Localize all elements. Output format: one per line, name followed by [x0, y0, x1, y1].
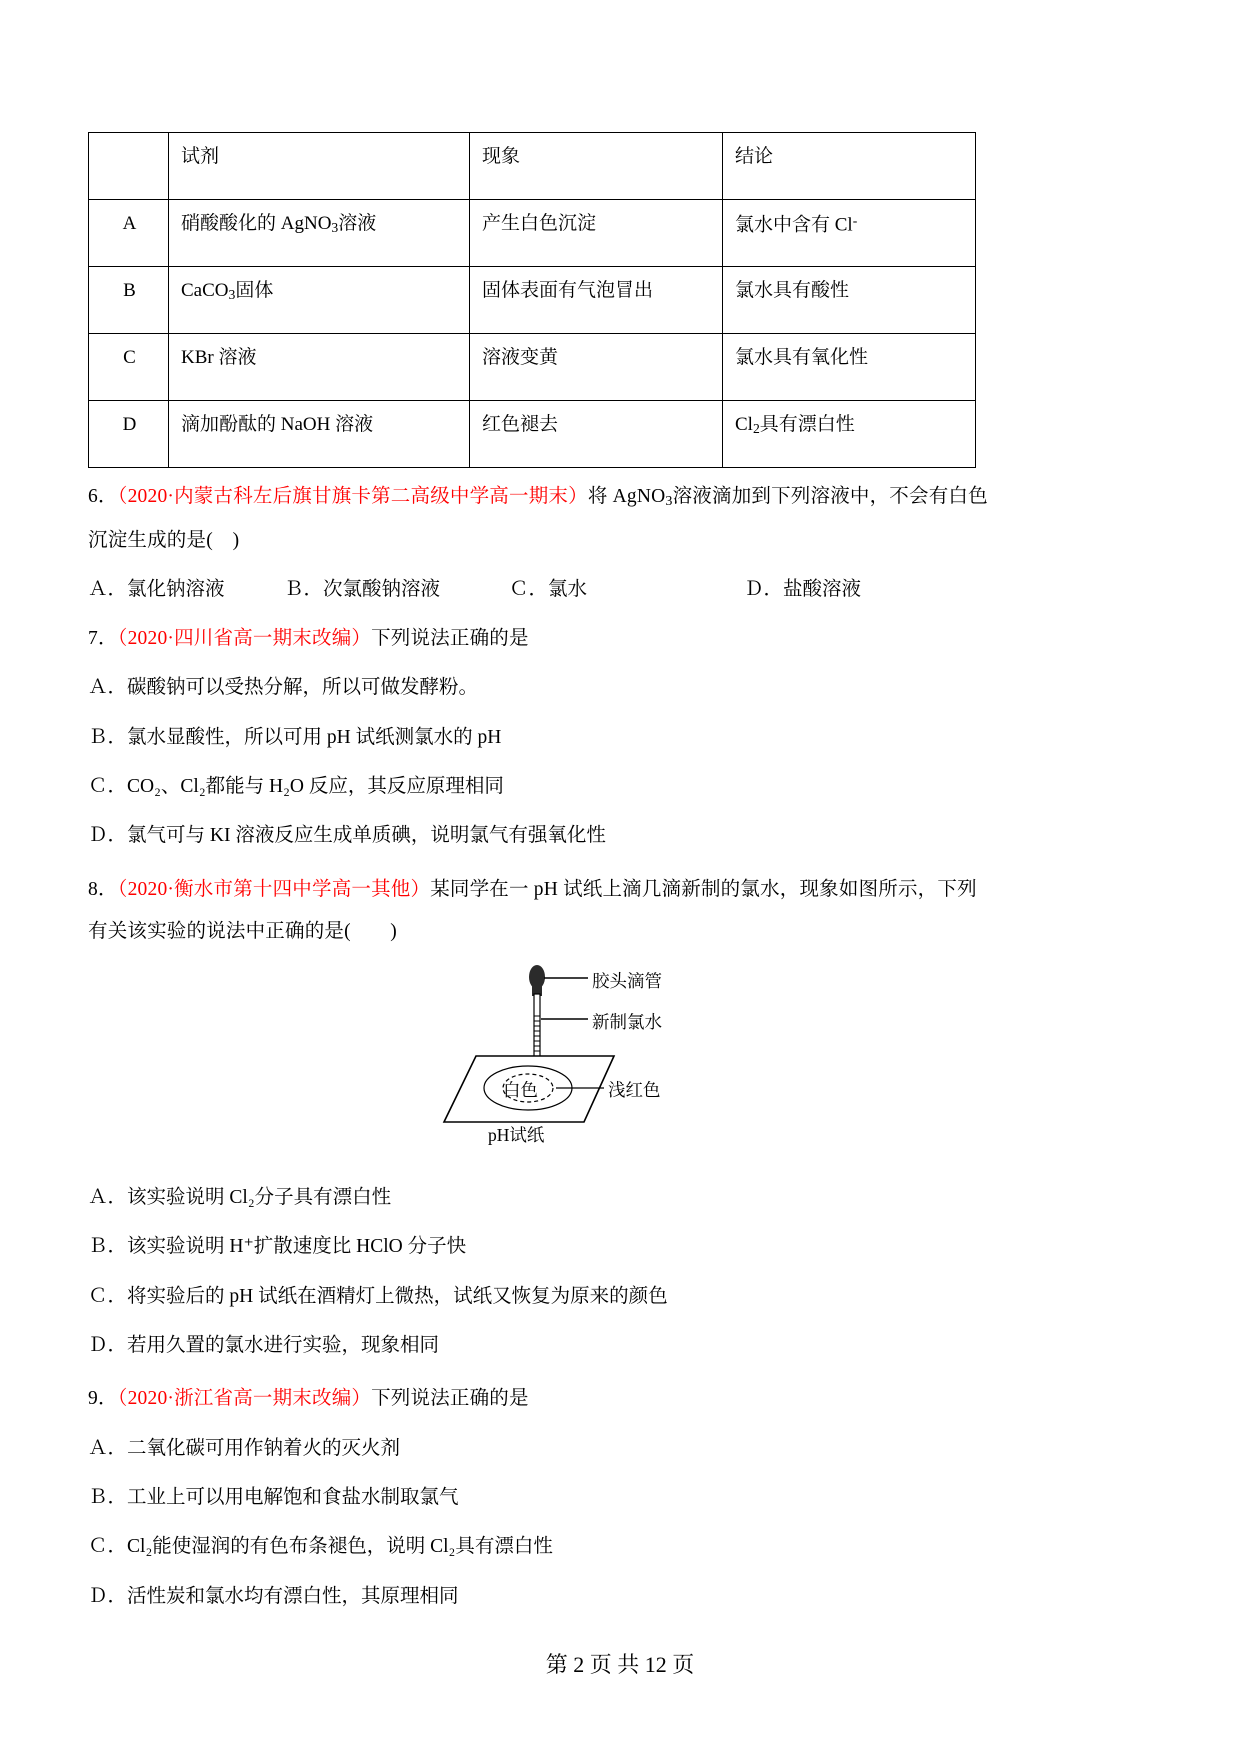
- option-text: 氯气可与 KI 溶液反应生成单质碘，说明氯气有强氧化性: [127, 825, 606, 847]
- option-text: 该实验说明 H⁺扩散速度比 HClO 分子快: [127, 1236, 467, 1258]
- row-phenomenon: 产生白色沉淀: [470, 200, 723, 267]
- question-8-option-b[interactable]: [88, 1233, 1156, 1260]
- option-text: 将实验后的 pH 试纸在酒精灯上微热，试纸又恢复为原来的颜色: [127, 1285, 668, 1307]
- table-header-reagent: 试剂: [169, 133, 470, 200]
- figure-label-ph-paper: pH试纸: [488, 1124, 545, 1145]
- option-label: Ｂ．: [88, 1487, 128, 1509]
- question-9-option-b[interactable]: [88, 1484, 1156, 1511]
- option-text: 二氧化碳可用作钠着火的灭火剂: [127, 1437, 401, 1459]
- reagent-subscript: 3: [228, 287, 236, 302]
- question-8-option-a[interactable]: [88, 1184, 1156, 1211]
- question-9-number: 9．: [88, 1388, 118, 1410]
- question-9-option-d[interactable]: [88, 1583, 1156, 1610]
- question-8: [88, 876, 1156, 904]
- reagent-text: 硝酸酸化的 AgNO: [181, 213, 332, 234]
- option-label: Ｂ．: [88, 1236, 128, 1258]
- reagent-subscript: 3: [331, 220, 339, 235]
- question-6-options: [88, 573, 1156, 601]
- option-label: Ｃ．: [88, 1285, 128, 1307]
- row-index: A: [89, 200, 169, 267]
- table-row: [89, 200, 976, 267]
- page-content: [88, 132, 1156, 1610]
- question-6-option-d[interactable]: Ｄ．盐酸溶液: [744, 578, 862, 600]
- option-text: 活性炭和氯水均有漂白性，其原理相同: [127, 1585, 459, 1607]
- conclusion-text-post: 具有漂白性: [759, 414, 855, 435]
- question-8-stem-line2: 有关该实验的说法中正确的是( ): [88, 921, 397, 943]
- question-6: [88, 483, 1156, 512]
- figure-label-white: 白色: [503, 1079, 538, 1100]
- question-7: [88, 625, 1156, 653]
- question-6-number: 6．: [88, 486, 118, 507]
- option-label: Ｄ．: [88, 1334, 128, 1356]
- conclusion-text: Cl: [735, 414, 753, 435]
- row-conclusion: [723, 401, 976, 468]
- question-6-stem-line2: 沉淀生成的是( ): [88, 530, 240, 552]
- option-text: 该实验说明 Cl₂分子具有漂白性: [127, 1186, 392, 1208]
- option-label: Ｄ．: [88, 825, 128, 847]
- option-label: Ｃ．: [88, 1536, 128, 1558]
- question-7-stem: 下列说法正确的是: [371, 627, 529, 649]
- option-text: CO₂、Cl₂都能与 H₂O 反应，其反应原理相同: [127, 775, 504, 797]
- option-label: Ａ．: [88, 677, 128, 699]
- question-9-option-c[interactable]: [88, 1533, 1156, 1560]
- option-text: 碳酸钠可以受热分解，所以可做发酵粉。: [127, 677, 479, 699]
- option-text: 若用久置的氯水进行实验，现象相同: [127, 1334, 440, 1356]
- table-header-row: [89, 133, 976, 200]
- row-phenomenon: 固体表面有气泡冒出: [470, 267, 723, 334]
- ph-paper-experiment-diagram: [436, 964, 776, 1164]
- row-phenomenon: 红色褪去: [470, 401, 723, 468]
- conclusion-text: 氯水中含有 Cl: [735, 214, 853, 236]
- question-6-source: （2020·内蒙古科左后旗甘旗卡第二高级中学高一期末）: [117, 486, 588, 507]
- row-reagent: 滴加酚酞的 NaOH 溶液: [169, 401, 470, 468]
- row-reagent: [169, 200, 470, 267]
- figure-label-chlorine-water: 新制氯水: [592, 1011, 662, 1032]
- row-conclusion: 氯水具有酸性: [723, 267, 976, 334]
- question-7-option-c[interactable]: [88, 773, 1156, 800]
- question-7-option-d[interactable]: [88, 822, 1156, 849]
- row-index: D: [89, 401, 169, 468]
- row-reagent: [169, 267, 470, 334]
- experiment-table: [88, 132, 976, 468]
- table-header-index: [89, 133, 169, 200]
- figure-label-dropper: 胶头滴管: [592, 970, 662, 991]
- row-conclusion: 氯水具有氧化性: [723, 334, 976, 401]
- question-6-stem-subscript: 3: [665, 493, 673, 510]
- table-row: [89, 267, 976, 334]
- reagent-text-post: 溶液: [338, 213, 377, 234]
- row-index: C: [89, 334, 169, 401]
- option-label: Ａ．: [88, 1437, 128, 1459]
- question-7-option-b[interactable]: [88, 724, 1156, 751]
- option-text: Cl₂能使湿润的有色布条褪色，说明 Cl₂具有漂白性: [127, 1536, 553, 1558]
- option-label: Ｄ．: [88, 1585, 128, 1607]
- question-8-figure-wrapper: [88, 964, 1156, 1174]
- row-index: B: [89, 267, 169, 334]
- diagram-svg: [436, 964, 776, 1164]
- question-7-option-a[interactable]: [88, 674, 1156, 701]
- question-8-number: 8．: [88, 878, 118, 900]
- question-7-number: 7．: [88, 627, 118, 649]
- dropper-bulb-icon: [529, 965, 545, 989]
- question-9-option-a[interactable]: [88, 1435, 1156, 1462]
- table-row: [89, 401, 976, 468]
- reagent-text-post: 固体: [235, 280, 274, 301]
- question-8-option-d[interactable]: [88, 1332, 1156, 1359]
- row-phenomenon: 溶液变黄: [470, 334, 723, 401]
- question-9-stem: 下列说法正确的是: [371, 1388, 529, 1410]
- reagent-text: CaCO: [181, 280, 229, 301]
- option-text: 氯水显酸性，所以可用 pH 试纸测氯水的 pH: [127, 726, 502, 748]
- question-6-stem-post: 溶液滴加到下列溶液中，不会有白色: [672, 486, 988, 507]
- table-row: [89, 334, 976, 401]
- conclusion-superscript: -: [852, 213, 858, 228]
- question-6-option-b[interactable]: Ｂ．次氯酸钠溶液: [284, 578, 441, 600]
- figure-label-pink: 浅红色: [608, 1079, 661, 1100]
- question-8-stem-line1: 某同学在一 pH 试纸上滴几滴新制的氯水，现象如图所示，下列: [430, 878, 977, 900]
- question-6-stem: 将 AgNO: [587, 486, 666, 507]
- row-conclusion: [723, 200, 976, 267]
- question-6-option-c[interactable]: Ｃ．氯水: [509, 578, 588, 600]
- row-reagent: KBr 溶液: [169, 334, 470, 401]
- option-label: Ａ．: [88, 1186, 128, 1208]
- question-9-source: （2020·浙江省高一期末改编）: [117, 1388, 372, 1410]
- option-label: Ｃ．: [88, 775, 128, 797]
- option-text: 工业上可以用电解饱和食盐水制取氯气: [127, 1487, 459, 1509]
- question-8-option-c[interactable]: [88, 1283, 1156, 1310]
- table-header-phenomenon: 现象: [470, 133, 723, 200]
- option-label: Ｂ．: [88, 726, 128, 748]
- question-9: [88, 1385, 1156, 1413]
- question-7-source: （2020·四川省高一期末改编）: [117, 627, 372, 649]
- question-6-option-a[interactable]: Ａ．氯化钠溶液: [88, 578, 225, 600]
- question-8-source: （2020·衡水市第十四中学高一其他）: [117, 878, 431, 900]
- conclusion-subscript: 2: [752, 421, 760, 436]
- page-footer: 第 2 页 共 12 页: [545, 1652, 695, 1677]
- table-header-conclusion: 结论: [723, 133, 976, 200]
